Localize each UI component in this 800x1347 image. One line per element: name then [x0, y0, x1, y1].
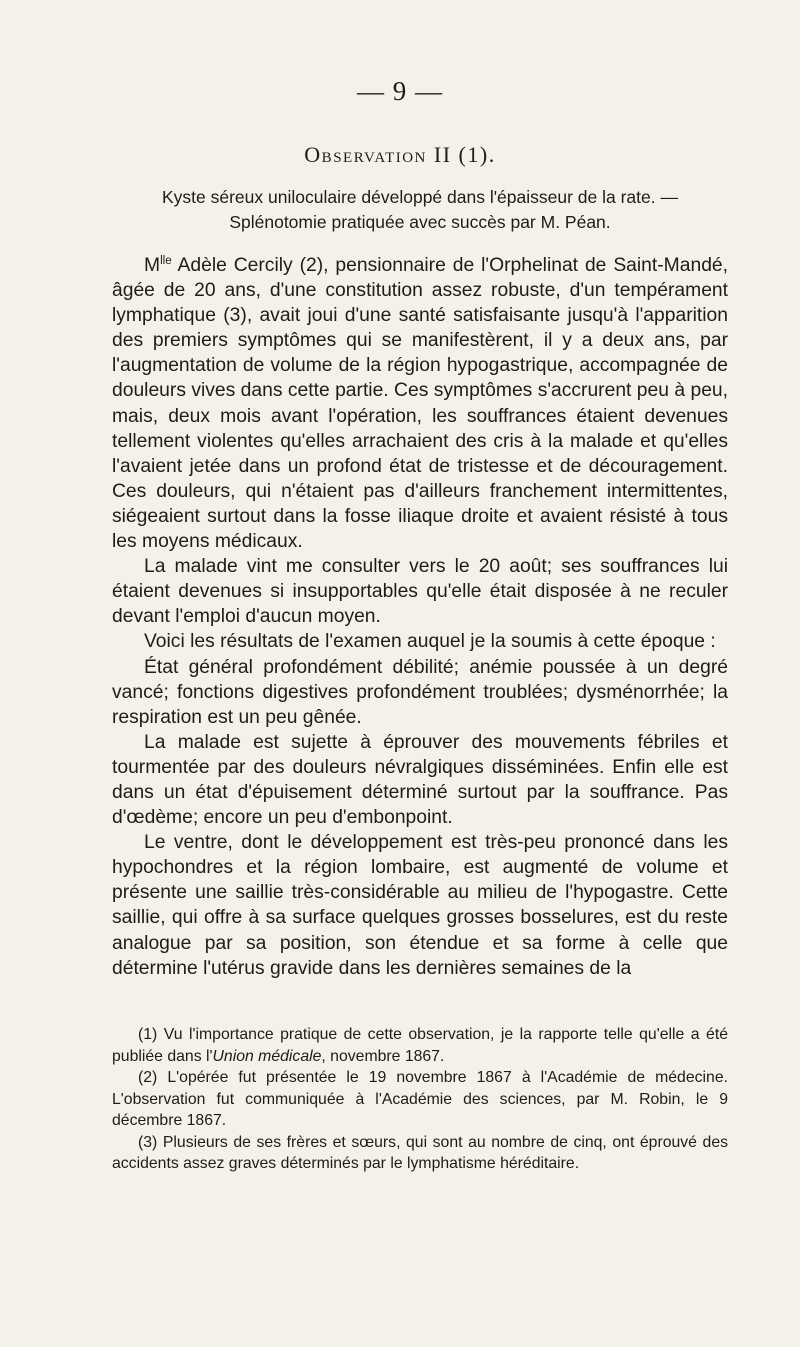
paragraph-1-text: Adèle Cercily (2), pensionnaire de l'Orphelinat de Saint-Mandé, âgée de 20 ans, d'une constitution assez robuste, d'un tempérament lymphatique (3), avait joui d'une santé satisfaisante jusqu'à l'apparition des premiers symptômes qui se manifestèrent, il y a deux ans, par l'augmentation de volume de la région hypogastrique, accompagnée de douleurs vives dans cette partie. Ces symptômes s'accrurent peu à peu, mais, deux mois avant l'opération, les souffrances étaient devenues tellement violentes qu'elles arrachaient des cris à la malade et qu'elles l'avaient jetée dans un profond état de tristesse et de découragement. Ces douleurs, qui n'étaient pas d'ailleurs franchement intermittentes, siégeaient surtout dans la fosse iliaque droite et avaient résisté à tous les moyens médicaux.: [112, 255, 728, 553]
footnote-1-date: , novembre 1867.: [321, 1047, 445, 1065]
footnote-1-text: (1) Vu l'importance pratique de cette observation, je la rapporte telle qu'elle a été publiée dans l': [112, 1026, 728, 1065]
paragraph-1: [112, 253, 728, 554]
observation-subtitle: Kyste séreux uniloculaire développé dans l'épaisseur de la rate. — Splénotomie pratiquée avec succès par M. Péan.: [161, 187, 678, 232]
paragraph-4: État général profondément débilité; anémie poussée à un degré vancé; fonctions digestives profondément troublées; dysménorrhée; la respiration est un peu gênée.: [112, 656, 728, 728]
paragraph-6: Le ventre, dont le développement est très-peu prononcé dans les hypochondres et la région lombaire, est augmenté de volume et présente une saillie très-considérable au milieu de l'hypogastre. Cette saillie, qui offre à sa surface quelques grosses bosselures, est du reste analogue par sa position, son étendue et sa forme à celle que détermine l'utérus gravide dans les dernières semaines de la: [112, 832, 728, 979]
footnote-3: (3) Plusieurs de ses frères et sœurs, qui sont au nombre de cinq, ont éprouvé des accidents assez graves déterminés par le lymphatisme héréditaire.: [112, 1133, 728, 1172]
mlle-superscript: lle: [160, 255, 172, 268]
footnote-1-journal: Union médicale: [212, 1047, 322, 1065]
body-text: [112, 253, 728, 981]
paragraph-3: Voici les résultats de l'examen auquel je la soumis à cette époque :: [144, 631, 716, 653]
footnote-1: [112, 1024, 728, 1067]
paragraph-5: La malade est sujette à éprouver des mouvements fébriles et tourmentée par des douleurs névralgiques disséminées. Enfin elle est dans un état d'épuisement déterminé surtout par la souffrance. Pas d'œdème; encore un peu d'embonpoint.: [112, 731, 728, 829]
footnote-2: (2) L'opérée fut présentée le 19 novembre 1867 à l'Académie de médecine. L'observation fut communiquée à l'Académie des sciences, par M. Robin, le 9 décembre 1867.: [112, 1069, 728, 1129]
paragraph-2: La malade vint me consulter vers le 20 août; ses souffrances lui étaient devenues si insupportables qu'elle était disposée à ne reculer devant l'emploi d'aucun moyen.: [112, 556, 728, 628]
footnotes: [112, 1024, 728, 1175]
page-number: — 9 —: [357, 76, 443, 106]
mlle-abbrev: M: [144, 255, 161, 276]
observation-title: Observation II (1).: [304, 142, 496, 167]
